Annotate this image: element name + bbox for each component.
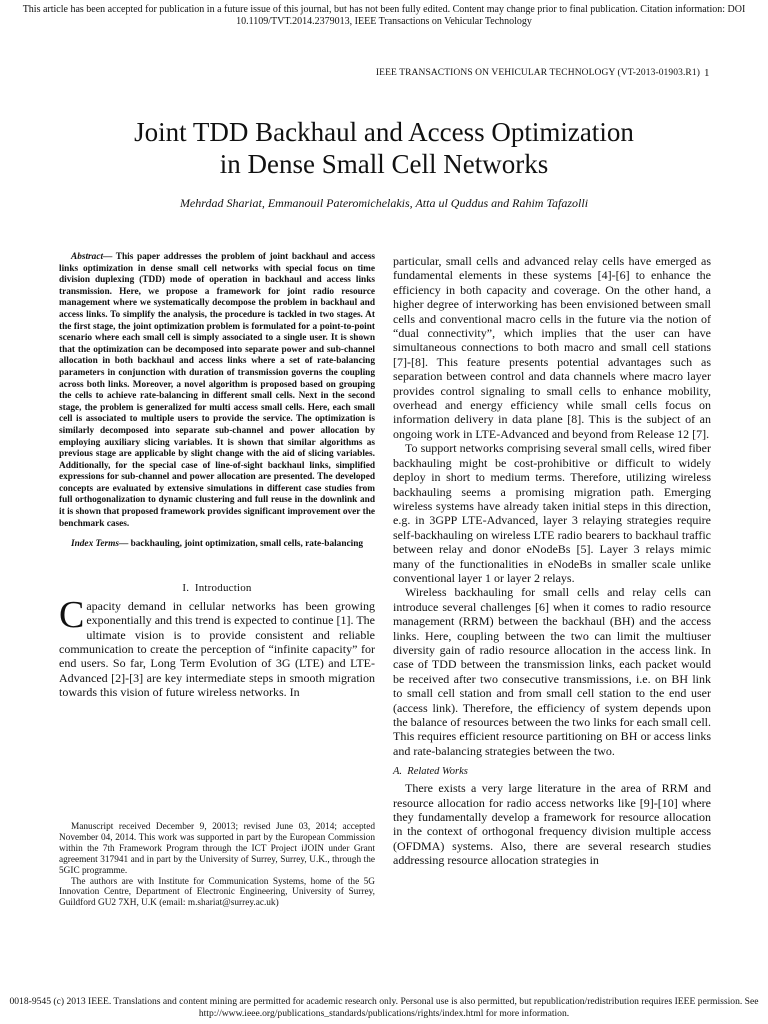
abstract-text: This paper addresses the problem of joint backhaul and access links optimization in dense small cell networks with special focus on time division duplexing (TDD) mode of operation in backhaul and access links transmission. Here, we propose a framework for joint radio resource management where we systematically decompose the problem in backhaul and access links. To simplify the analysis, the procedure is tackled in two stages. At the first stage, the joint optimization problem is formulated for a point-to-point scenario where each small cell is simply associated to a single user. It is shown that the optimization can be decomposed into separate power and sub-channel allocation in both backhaul and access links where a set of rate-balancing parameters in conjunction with duration of transmission governs the coupling across both links. Moreover, a novel algorithm is proposed based on grouping the cells to achieve rate-balancing in different small cells. Next in the second stage, the problem is generalized for multi access small cells. Here, each small cell is associated to multiple users to provide the service. The optimization is similarly decomposed into separate sub-channel and power allocation by employing auxiliary slicing variables. It is shown that similar algorithms as previous stage are applicable by slight change with the aid of slicing variables. Additionally, for the special case of line-of-sight backhaul links, simplified expressions for sub-channel and power allocation are presented. The developed concepts are evaluated by extensive simulations in different case studies from full orthogonalization to dynamic clustering and full reuse in the downlink and it is shown that proposed framework provides significant improvement over the benchmark cases. (59, 252, 375, 529)
paper-title (60, 116, 708, 180)
index-terms-text: backhauling, joint optimization, small cells, rate-balancing (128, 539, 364, 550)
abstract-label: Abstract (71, 252, 104, 262)
abstract (59, 252, 375, 530)
publication-notice: This article has been accepted for publication in a future issue of this journal, but has not been fully edited. Content may change prior to final publication. Citation information: DOI 10.1109/TVT.2014.2379013, IEEE Transactions on Vehicular Technology (22, 4, 746, 27)
drop-cap: C (59, 593, 85, 636)
index-terms (59, 539, 375, 551)
paragraph-3: Wireless backhauling for small cells and relay cells can introduce several challenges [6] when it comes to radio resource management (RRM) between the backhaul (BH) and the access links. Here, coupling between the two can limit the multiuser diversity gain of radio resource allocation in the access link. In case of TDD between the transmission links, each packet would be received after two consecutive transmissions, i.e. on BH link to small cell station and from small cell station to the end user (access link). Therefore, the efficiency of system depends upon the balance of resources between the two links for each small cell. This requires efficient resource partitioning on BH or access links and rate-balancing strategies between the two. (393, 585, 711, 758)
footnotes (59, 822, 375, 909)
paragraph-4: There exists a very large literature in the area of RRM and resource allocation for radio access networks like [9]-[10] where they fundamentally develop a framework for resource allocation in the context of orthogonal frequency division multiple access (OFDMA) systems. Also, there are several research studies addressing resource allocation strategies in (393, 781, 711, 868)
copyright-notice: 0018-9545 (c) 2013 IEEE. Translations and content mining are permitted for academic research only. Personal use is also permitted, but republication/redistribution requires IEEE permission. See http://www.ieee.org/publications_standards/publications/rights/index.html for more information. (9, 996, 759, 1019)
right-body (393, 254, 711, 758)
footnote-manuscript: Manuscript received December 9, 20013; revised June 03, 2014; accepted November 04, 2014. This work was supported in part by the European Commission within the 7th Framework Program through the ICT Project iJOIN under Grant agreement 317941 and in part by the University of Surrey, Surrey, U.K., through the 5GIC programme. (59, 822, 375, 876)
paragraph-1: particular, small cells and advanced relay cells have emerged as fundamental elements in these systems [4]-[6] to enhance the efficiency in both capacity and coverage. On the other hand, a higher degree of interworking has been envisioned between small cells and conventional macro cells in the future via the notion of “dual connectivity”, which implies that the user can have simultaneous connections to both macro and small cell stations [7]-[8]. This feature presents potential advantages such as separation between control and data channels where macro layer provides control signaling to small cells to enhance mobility, overhead and energy efficiency while small cells focus on information delivery in data plane [8]. This is the subject of an ongoing work in LTE-Advanced and beyond from Release 12 [7]. (393, 254, 711, 441)
abstract-dash: — (103, 252, 113, 262)
author-list: Mehrdad Shariat, Emmanouil Pateromichelakis, Atta ul Quddus and Rahim Tafazolli (179, 196, 589, 210)
subsection-heading-related-works: A. Related Works (393, 766, 468, 778)
index-terms-dash: — (118, 539, 129, 550)
introduction-text: apacity demand in cellular networks has been growing exponentially and this trend is expected to continue [1]. The ultimate vision is to provide consistent and reliable communication to create the perception of “infinite capacity” for end users. So far, Long Term Evolution of 3G (LTE) and LTE-Advanced [2]-[3] are key intermediate steps in smooth migration towards this vision of future wireless networks. In (59, 598, 375, 700)
section-heading-introduction: I. Introduction (182, 581, 252, 594)
running-head: IEEE TRANSACTIONS ON VEHICULAR TECHNOLOGY (VT-2013-01903.R1) (375, 68, 700, 78)
page-number: 1 (704, 67, 710, 79)
title-line-1: Joint TDD Backhaul and Access Optimization (134, 117, 634, 147)
introduction-paragraph (59, 593, 375, 700)
left-column (59, 252, 375, 700)
index-terms-label: Index Terms (71, 539, 119, 550)
paragraph-2: To support networks comprising several small cells, wired fiber backhauling might be cost-prohibitive or difficult to widely deploy in short to medium terms. Therefore, utilizing wireless backhauling seems a promising migration path. Emerging wireless systems have already taken initial steps in this direction, e.g. in 3GPP LTE-Advanced, layer 3 relaying strategies require self-backhauling on wireless LTE radio bearers to backhaul traffic between relay and donor eNodeBs [5]. Layer 3 relays mimic many of the functionalities in eNodeBs in smaller scale unlike conventional layer 1 or layer 2 relays. (393, 441, 711, 585)
footnote-affiliation: The authors are with Institute for Communication Systems, home of the 5G Innovation Centre, Department of Electronic Engineering, University of Surrey, Guildford GU2 7XH, U.K (email: m.shariat@surrey.ac.uk) (59, 876, 375, 909)
right-column (393, 254, 711, 868)
title-line-2: in Dense Small Cell Networks (219, 149, 549, 179)
